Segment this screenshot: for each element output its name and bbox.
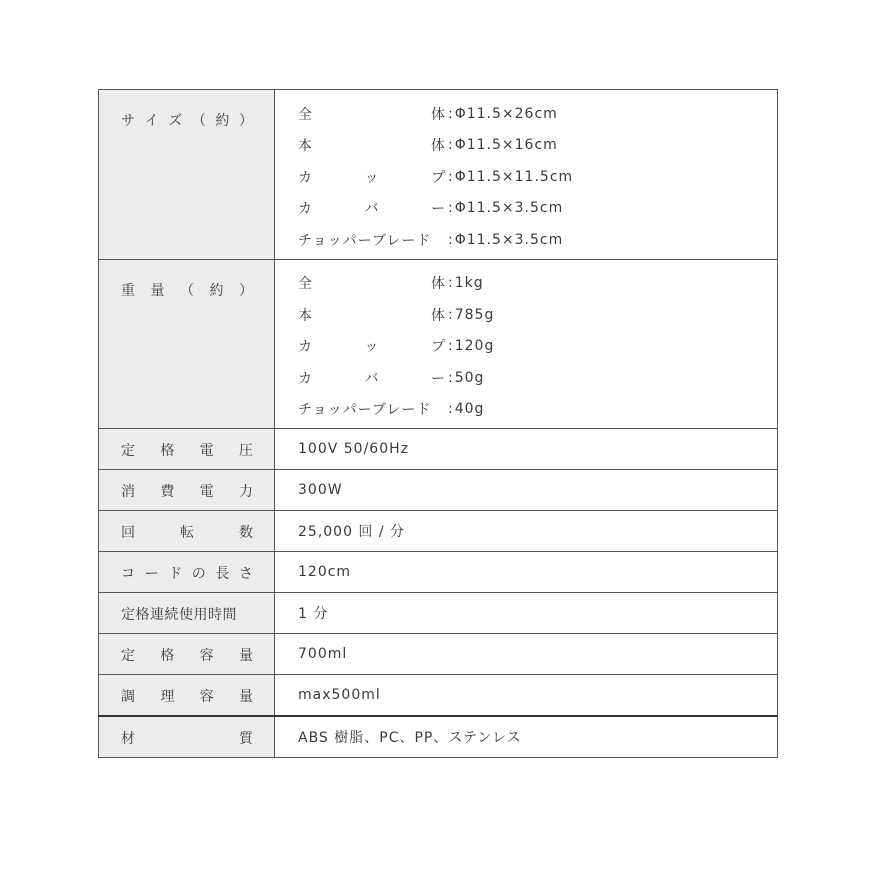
spec-label-char: 容 — [199, 689, 215, 705]
spec-sub-name-char: チョッパーブレード — [298, 232, 432, 249]
spec-label-text: 定格連続使用時間 — [121, 607, 237, 623]
spec-label-char: の — [191, 566, 207, 582]
spec-sub-item — [298, 362, 777, 394]
spec-sub-colon: : — [448, 401, 454, 418]
spec-label-char: 量 — [238, 648, 254, 664]
spec-label-char: さ — [238, 566, 254, 582]
spec-label-char: 消 — [121, 484, 136, 500]
spec-sub-value: 40g — [454, 401, 485, 418]
spec-sub-name-char: ッ — [364, 169, 380, 186]
spec-row — [99, 634, 778, 675]
spec-label-char: 格 — [160, 443, 176, 459]
spec-table-body — [99, 90, 778, 758]
spec-label-char: 電 — [199, 484, 215, 500]
spec-sub-name-char: ッ — [364, 339, 380, 356]
spec-value: ABS 樹脂、PC、PP、ステンレス — [298, 730, 522, 746]
spec-value: 300W — [298, 482, 343, 498]
spec-label-char: コ — [121, 566, 136, 582]
spec-label-char: 重 — [121, 282, 136, 299]
spec-label-cell — [99, 90, 275, 260]
spec-sub-colon: : — [448, 168, 454, 185]
spec-label-char: ） — [239, 282, 254, 299]
spec-sub-colon: : — [448, 369, 454, 386]
spec-value-cell — [275, 593, 778, 634]
spec-sub-item — [298, 161, 777, 193]
spec-sub-name-char: カ — [298, 201, 313, 218]
spec-row — [99, 511, 778, 552]
spec-row — [99, 429, 778, 470]
spec-sub-name-char: カ — [298, 370, 313, 387]
spec-sub-item — [298, 268, 777, 300]
spec-sub-value: Φ11.5×3.5cm — [454, 231, 564, 248]
spec-label-char: ズ — [168, 113, 184, 129]
spec-label — [121, 522, 254, 542]
spec-sub-name-char: 本 — [298, 307, 313, 324]
spec-sub-item — [298, 394, 777, 426]
spec-value-cell — [275, 429, 778, 470]
spec-label-cell — [99, 511, 275, 552]
spec-label-char: 圧 — [238, 443, 254, 459]
spec-sub-value: Φ11.5×26cm — [454, 105, 558, 122]
spec-sub-name-char: 体 — [431, 276, 446, 293]
spec-value-cell — [275, 716, 778, 758]
spec-sub-value: Φ11.5×11.5cm — [454, 168, 574, 185]
spec-label-char: 格 — [160, 648, 176, 664]
spec-label — [121, 481, 254, 501]
spec-label-cell — [99, 593, 275, 634]
spec-label-char: 量 — [238, 689, 254, 705]
spec-row — [99, 259, 778, 429]
spec-value-cell — [275, 259, 778, 429]
spec-sub-name — [298, 305, 446, 325]
spec-value-cell — [275, 552, 778, 593]
spec-label-char: 質 — [239, 731, 254, 747]
spec-sub-name — [298, 104, 446, 124]
spec-value: 120cm — [298, 564, 352, 580]
spec-sub-name-char: 本 — [298, 138, 313, 155]
spec-label — [121, 280, 254, 300]
spec-sub-name — [298, 273, 446, 293]
spec-label-char: 回 — [121, 525, 136, 541]
spec-sub-value: 785g — [454, 306, 495, 323]
spec-sub-name-char: 体 — [431, 307, 446, 324]
spec-sub-name-char: バ — [364, 201, 380, 218]
spec-value-cell — [275, 90, 778, 260]
spec-sub-name-char: チョッパーブレード — [298, 402, 432, 419]
spec-label-char: 約 — [209, 282, 225, 299]
spec-value: 100V 50/60Hz — [298, 441, 409, 457]
spec-sub-name-char: 体 — [431, 106, 446, 123]
spec-sub-colon: : — [448, 231, 454, 248]
spec-sub-value: Φ11.5×3.5cm — [454, 200, 564, 217]
spec-sub-name — [298, 167, 446, 187]
spec-sub-value: 1kg — [454, 275, 484, 292]
spec-label-char: 定 — [121, 443, 136, 459]
spec-sub-name — [298, 230, 446, 250]
spec-sub-name-char: ー — [431, 201, 446, 218]
spec-label-char: 理 — [160, 689, 176, 705]
spec-sub-item — [298, 130, 777, 162]
spec-row — [99, 90, 778, 260]
spec-sub-name-char: カ — [298, 169, 313, 186]
spec-value-cell — [275, 511, 778, 552]
spec-row — [99, 593, 778, 634]
spec-label-char: 材 — [121, 731, 136, 747]
spec-label-char: 数 — [239, 525, 254, 541]
spec-value: 1 分 — [298, 606, 329, 622]
spec-row — [99, 716, 778, 758]
spec-row — [99, 470, 778, 511]
spec-value: 25,000 回 / 分 — [298, 524, 406, 540]
spec-label-char: 費 — [160, 484, 176, 500]
spec-label-char: 容 — [199, 648, 215, 664]
spec-label-char: （ — [180, 282, 195, 299]
spec-label-char: 約 — [215, 113, 231, 129]
spec-label — [121, 110, 254, 130]
spec-label-char: ） — [238, 113, 254, 129]
spec-label — [121, 604, 254, 624]
spec-label — [121, 686, 254, 706]
spec-sub-name — [298, 399, 446, 419]
spec-sub-name-char: プ — [431, 169, 446, 186]
spec-sub-item — [298, 299, 777, 331]
spec-label-char: イ — [144, 113, 160, 129]
spec-sub-colon: : — [448, 338, 454, 355]
spec-label-char: 長 — [215, 566, 231, 582]
spec-sub-name-char: 全 — [298, 106, 313, 123]
spec-sub-value: Φ11.5×16cm — [454, 137, 558, 154]
spec-label — [121, 645, 254, 665]
spec-sub-name — [298, 198, 446, 218]
spec-value-cell — [275, 675, 778, 717]
spec-sub-name-char: バ — [364, 370, 380, 387]
spec-sub-item — [298, 331, 777, 363]
spec-value-cell — [275, 634, 778, 675]
spec-sub-item — [298, 98, 777, 130]
spec-label-cell — [99, 470, 275, 511]
spec-sub-colon: : — [448, 275, 454, 292]
spec-label-cell — [99, 675, 275, 717]
spec-label-cell — [99, 429, 275, 470]
spec-label — [121, 728, 254, 748]
spec-sub-name-char: ー — [431, 370, 446, 387]
spec-row — [99, 552, 778, 593]
spec-label-char: 量 — [150, 282, 166, 299]
spec-value-cell — [275, 470, 778, 511]
spec-label-cell — [99, 716, 275, 758]
spec-label-char: 力 — [238, 484, 254, 500]
spec-label-char: ー — [144, 566, 160, 582]
spec-sub-colon: : — [448, 137, 454, 154]
spec-sub-name-char: カ — [298, 339, 313, 356]
spec-sub-item — [298, 193, 777, 225]
spec-value: 700ml — [298, 646, 348, 662]
spec-sub-value: 50g — [454, 369, 485, 386]
spec-label-char: 定 — [121, 648, 136, 664]
spec-label-char: 転 — [180, 525, 195, 541]
spec-sub-name — [298, 135, 446, 155]
spec-value: max500ml — [298, 687, 381, 703]
spec-label-cell — [99, 259, 275, 429]
spec-label-char: サ — [121, 113, 136, 129]
spec-row — [99, 675, 778, 717]
spec-label-cell — [99, 634, 275, 675]
spec-sub-item — [298, 224, 777, 256]
spec-sub-name — [298, 368, 446, 388]
spec-label-char: ド — [168, 566, 184, 582]
spec-label — [121, 440, 254, 460]
spec-label-char: （ — [191, 113, 207, 129]
spec-sub-colon: : — [448, 200, 454, 217]
spec-label-cell — [99, 552, 275, 593]
spec-sub-colon: : — [448, 105, 454, 122]
spec-sub-name-char: プ — [431, 339, 446, 356]
spec-label — [121, 563, 254, 583]
spec-sub-name-char: 体 — [431, 138, 446, 155]
spec-sub-colon: : — [448, 306, 454, 323]
spec-label-char: 調 — [121, 689, 136, 705]
spec-sub-name-char: 全 — [298, 276, 313, 293]
spec-sub-value: 120g — [454, 338, 495, 355]
spec-label-char: 電 — [199, 443, 215, 459]
spec-sub-name — [298, 336, 446, 356]
spec-table — [98, 89, 778, 758]
